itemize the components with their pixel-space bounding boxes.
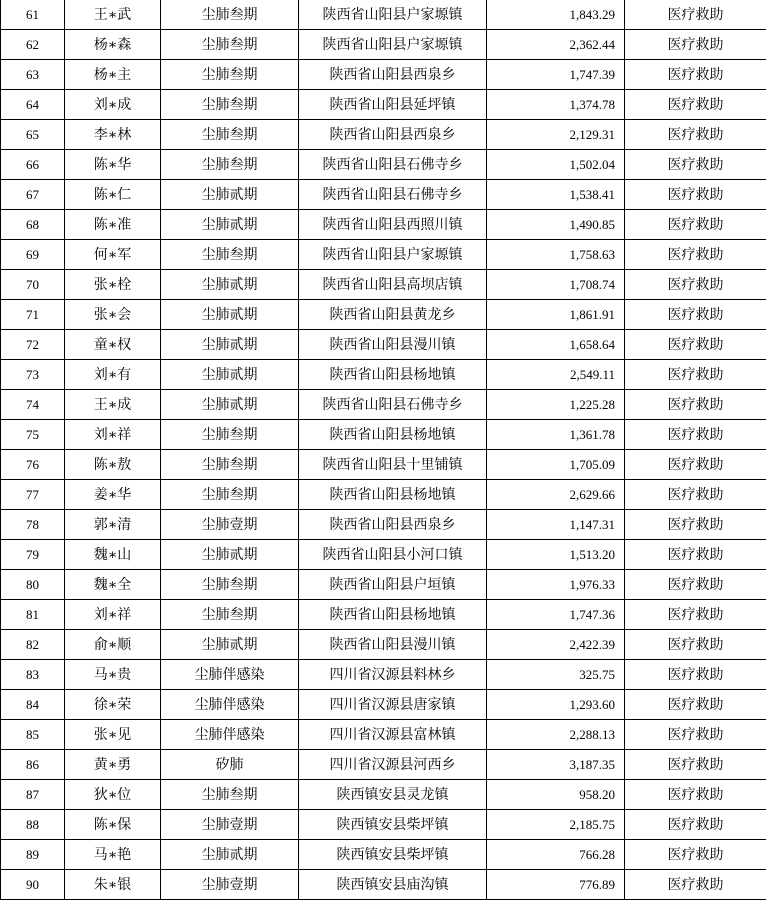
name-cell: 魏∗山 — [65, 540, 161, 570]
address-cell: 陕西省山阳县西泉乡 — [299, 120, 487, 150]
address-cell: 陕西省山阳县西泉乡 — [299, 60, 487, 90]
row-number-cell: 79 — [1, 540, 65, 570]
amount-cell: 1,147.31 — [487, 510, 625, 540]
address-cell: 陕西省山阳县延坪镇 — [299, 90, 487, 120]
aid-type-cell: 医疗救助 — [625, 30, 766, 60]
table-row — [1, 690, 766, 720]
diagnosis-cell: 尘肺叁期 — [161, 600, 299, 630]
aid-type-cell: 医疗救助 — [625, 840, 766, 870]
row-number-cell: 66 — [1, 150, 65, 180]
amount-cell: 2,288.13 — [487, 720, 625, 750]
name-cell: 黄∗勇 — [65, 750, 161, 780]
table-row — [1, 390, 766, 420]
amount-cell: 1,747.39 — [487, 60, 625, 90]
amount-cell: 958.20 — [487, 780, 625, 810]
aid-type-cell: 医疗救助 — [625, 360, 766, 390]
aid-type-cell: 医疗救助 — [625, 210, 766, 240]
row-number-cell: 70 — [1, 270, 65, 300]
diagnosis-cell: 尘肺叁期 — [161, 30, 299, 60]
amount-cell: 2,185.75 — [487, 810, 625, 840]
name-cell: 李∗林 — [65, 120, 161, 150]
address-cell: 陕西省山阳县石佛寺乡 — [299, 180, 487, 210]
name-cell: 童∗权 — [65, 330, 161, 360]
amount-cell: 2,549.11 — [487, 360, 625, 390]
table-row — [1, 0, 766, 30]
name-cell: 朱∗银 — [65, 870, 161, 900]
amount-cell: 1,843.29 — [487, 0, 625, 30]
aid-type-cell: 医疗救助 — [625, 300, 766, 330]
row-number-cell: 71 — [1, 300, 65, 330]
row-number-cell: 72 — [1, 330, 65, 360]
name-cell: 刘∗成 — [65, 90, 161, 120]
aid-type-cell: 医疗救助 — [625, 270, 766, 300]
name-cell: 刘∗有 — [65, 360, 161, 390]
aid-type-cell: 医疗救助 — [625, 780, 766, 810]
address-cell: 陕西省山阳县西照川镇 — [299, 210, 487, 240]
address-cell: 陕西镇安县灵龙镇 — [299, 780, 487, 810]
row-number-cell: 61 — [1, 0, 65, 30]
aid-type-cell: 医疗救助 — [625, 660, 766, 690]
name-cell: 陈∗仁 — [65, 180, 161, 210]
aid-type-cell: 医疗救助 — [625, 630, 766, 660]
table-row — [1, 30, 766, 60]
aid-type-cell: 医疗救助 — [625, 600, 766, 630]
table-row — [1, 810, 766, 840]
amount-cell: 1,361.78 — [487, 420, 625, 450]
table-row — [1, 330, 766, 360]
address-cell: 陕西省山阳县西泉乡 — [299, 510, 487, 540]
address-cell: 陕西省山阳县石佛寺乡 — [299, 390, 487, 420]
address-cell: 四川省汉源县富林镇 — [299, 720, 487, 750]
aid-type-cell: 医疗救助 — [625, 180, 766, 210]
row-number-cell: 89 — [1, 840, 65, 870]
row-number-cell: 78 — [1, 510, 65, 540]
diagnosis-cell: 尘肺贰期 — [161, 300, 299, 330]
table-body — [1, 0, 766, 900]
address-cell: 四川省汉源县唐家镇 — [299, 690, 487, 720]
amount-cell: 2,362.44 — [487, 30, 625, 60]
table-row — [1, 570, 766, 600]
row-number-cell: 80 — [1, 570, 65, 600]
name-cell: 陈∗保 — [65, 810, 161, 840]
diagnosis-cell: 尘肺贰期 — [161, 330, 299, 360]
diagnosis-cell: 尘肺叁期 — [161, 570, 299, 600]
name-cell: 陈∗华 — [65, 150, 161, 180]
diagnosis-cell: 尘肺贰期 — [161, 630, 299, 660]
address-cell: 陕西省山阳县户家塬镇 — [299, 240, 487, 270]
address-cell: 陕西省山阳县黄龙乡 — [299, 300, 487, 330]
aid-type-cell: 医疗救助 — [625, 750, 766, 780]
name-cell: 杨∗森 — [65, 30, 161, 60]
aid-type-cell: 医疗救助 — [625, 60, 766, 90]
table-row — [1, 870, 766, 900]
amount-cell: 1,747.36 — [487, 600, 625, 630]
diagnosis-cell: 尘肺叁期 — [161, 420, 299, 450]
address-cell: 陕西省山阳县漫川镇 — [299, 330, 487, 360]
row-number-cell: 75 — [1, 420, 65, 450]
name-cell: 刘∗祥 — [65, 600, 161, 630]
aid-type-cell: 医疗救助 — [625, 90, 766, 120]
address-cell: 陕西省山阳县户家塬镇 — [299, 0, 487, 30]
diagnosis-cell: 尘肺叁期 — [161, 0, 299, 30]
aid-type-cell: 医疗救助 — [625, 420, 766, 450]
aid-type-cell: 医疗救助 — [625, 480, 766, 510]
table-row — [1, 270, 766, 300]
amount-cell: 766.28 — [487, 840, 625, 870]
diagnosis-cell: 尘肺伴感染 — [161, 660, 299, 690]
row-number-cell: 67 — [1, 180, 65, 210]
amount-cell: 1,374.78 — [487, 90, 625, 120]
table-row — [1, 630, 766, 660]
diagnosis-cell: 尘肺叁期 — [161, 120, 299, 150]
diagnosis-cell: 尘肺贰期 — [161, 180, 299, 210]
diagnosis-cell: 尘肺叁期 — [161, 60, 299, 90]
table-row — [1, 780, 766, 810]
table-row — [1, 510, 766, 540]
diagnosis-cell: 尘肺叁期 — [161, 480, 299, 510]
diagnosis-cell: 尘肺贰期 — [161, 210, 299, 240]
table-row — [1, 240, 766, 270]
aid-type-cell: 医疗救助 — [625, 450, 766, 480]
diagnosis-cell: 尘肺叁期 — [161, 240, 299, 270]
table-row — [1, 180, 766, 210]
row-number-cell: 73 — [1, 360, 65, 390]
address-cell: 陕西省山阳县十里铺镇 — [299, 450, 487, 480]
name-cell: 张∗见 — [65, 720, 161, 750]
table-row — [1, 720, 766, 750]
address-cell: 陕西镇安县柴坪镇 — [299, 810, 487, 840]
aid-type-cell: 医疗救助 — [625, 690, 766, 720]
name-cell: 陈∗敖 — [65, 450, 161, 480]
name-cell: 魏∗全 — [65, 570, 161, 600]
diagnosis-cell: 尘肺壹期 — [161, 870, 299, 900]
table-row — [1, 150, 766, 180]
address-cell: 陕西镇安县庙沟镇 — [299, 870, 487, 900]
aid-type-cell: 医疗救助 — [625, 120, 766, 150]
name-cell: 杨∗主 — [65, 60, 161, 90]
aid-type-cell: 医疗救助 — [625, 540, 766, 570]
row-number-cell: 84 — [1, 690, 65, 720]
table-row — [1, 360, 766, 390]
table-row — [1, 60, 766, 90]
name-cell: 王∗武 — [65, 0, 161, 30]
aid-type-cell: 医疗救助 — [625, 150, 766, 180]
aid-type-cell: 医疗救助 — [625, 510, 766, 540]
amount-cell: 2,629.66 — [487, 480, 625, 510]
aid-type-cell: 医疗救助 — [625, 570, 766, 600]
amount-cell: 1,861.91 — [487, 300, 625, 330]
table-row — [1, 540, 766, 570]
diagnosis-cell: 尘肺贰期 — [161, 270, 299, 300]
address-cell: 陕西省山阳县杨地镇 — [299, 420, 487, 450]
aid-type-cell: 医疗救助 — [625, 870, 766, 900]
name-cell: 张∗会 — [65, 300, 161, 330]
table-row — [1, 120, 766, 150]
amount-cell: 1,225.28 — [487, 390, 625, 420]
table-row — [1, 480, 766, 510]
address-cell: 陕西省山阳县小河口镇 — [299, 540, 487, 570]
address-cell: 陕西省山阳县杨地镇 — [299, 600, 487, 630]
row-number-cell: 77 — [1, 480, 65, 510]
name-cell: 王∗成 — [65, 390, 161, 420]
diagnosis-cell: 尘肺叁期 — [161, 780, 299, 810]
table-row — [1, 750, 766, 780]
table-row — [1, 210, 766, 240]
name-cell: 俞∗顺 — [65, 630, 161, 660]
amount-cell: 3,187.35 — [487, 750, 625, 780]
row-number-cell: 74 — [1, 390, 65, 420]
amount-cell: 1,293.60 — [487, 690, 625, 720]
row-number-cell: 63 — [1, 60, 65, 90]
address-cell: 陕西省山阳县杨地镇 — [299, 480, 487, 510]
amount-cell: 325.75 — [487, 660, 625, 690]
diagnosis-cell: 尘肺壹期 — [161, 810, 299, 840]
amount-cell: 1,708.74 — [487, 270, 625, 300]
amount-cell: 1,513.20 — [487, 540, 625, 570]
address-cell: 四川省汉源县河西乡 — [299, 750, 487, 780]
diagnosis-cell: 矽肺 — [161, 750, 299, 780]
aid-type-cell: 医疗救助 — [625, 330, 766, 360]
diagnosis-cell: 尘肺伴感染 — [161, 720, 299, 750]
row-number-cell: 87 — [1, 780, 65, 810]
amount-cell: 1,758.63 — [487, 240, 625, 270]
table-row — [1, 450, 766, 480]
row-number-cell: 76 — [1, 450, 65, 480]
address-cell: 陕西省山阳县漫川镇 — [299, 630, 487, 660]
name-cell: 何∗军 — [65, 240, 161, 270]
amount-cell: 1,538.41 — [487, 180, 625, 210]
name-cell: 姜∗华 — [65, 480, 161, 510]
diagnosis-cell: 尘肺贰期 — [161, 390, 299, 420]
name-cell: 刘∗祥 — [65, 420, 161, 450]
table-row — [1, 420, 766, 450]
address-cell: 陕西省山阳县石佛寺乡 — [299, 150, 487, 180]
aid-type-cell: 医疗救助 — [625, 720, 766, 750]
table-row — [1, 660, 766, 690]
address-cell: 陕西省山阳县户垣镇 — [299, 570, 487, 600]
diagnosis-cell: 尘肺叁期 — [161, 90, 299, 120]
table-row — [1, 90, 766, 120]
name-cell: 徐∗荣 — [65, 690, 161, 720]
row-number-cell: 90 — [1, 870, 65, 900]
row-number-cell: 64 — [1, 90, 65, 120]
address-cell: 陕西镇安县柴坪镇 — [299, 840, 487, 870]
row-number-cell: 62 — [1, 30, 65, 60]
diagnosis-cell: 尘肺贰期 — [161, 840, 299, 870]
address-cell: 四川省汉源县料林乡 — [299, 660, 487, 690]
row-number-cell: 82 — [1, 630, 65, 660]
row-number-cell: 65 — [1, 120, 65, 150]
diagnosis-cell: 尘肺叁期 — [161, 450, 299, 480]
row-number-cell: 68 — [1, 210, 65, 240]
amount-cell: 1,658.64 — [487, 330, 625, 360]
amount-cell: 1,976.33 — [487, 570, 625, 600]
name-cell: 陈∗准 — [65, 210, 161, 240]
amount-cell: 1,502.04 — [487, 150, 625, 180]
aid-type-cell: 医疗救助 — [625, 810, 766, 840]
name-cell: 郭∗清 — [65, 510, 161, 540]
amount-cell: 1,705.09 — [487, 450, 625, 480]
name-cell: 张∗栓 — [65, 270, 161, 300]
table-row — [1, 300, 766, 330]
diagnosis-cell: 尘肺贰期 — [161, 540, 299, 570]
diagnosis-cell: 尘肺伴感染 — [161, 690, 299, 720]
amount-cell: 1,490.85 — [487, 210, 625, 240]
aid-type-cell: 医疗救助 — [625, 0, 766, 30]
row-number-cell: 85 — [1, 720, 65, 750]
row-number-cell: 88 — [1, 810, 65, 840]
amount-cell: 776.89 — [487, 870, 625, 900]
row-number-cell: 86 — [1, 750, 65, 780]
table-row — [1, 600, 766, 630]
name-cell: 狄∗位 — [65, 780, 161, 810]
amount-cell: 2,422.39 — [487, 630, 625, 660]
row-number-cell: 83 — [1, 660, 65, 690]
table-row — [1, 840, 766, 870]
aid-type-cell: 医疗救助 — [625, 390, 766, 420]
amount-cell: 2,129.31 — [487, 120, 625, 150]
address-cell: 陕西省山阳县高坝店镇 — [299, 270, 487, 300]
row-number-cell: 69 — [1, 240, 65, 270]
diagnosis-cell: 尘肺贰期 — [161, 360, 299, 390]
diagnosis-cell: 尘肺叁期 — [161, 150, 299, 180]
address-cell: 陕西省山阳县杨地镇 — [299, 360, 487, 390]
name-cell: 马∗贵 — [65, 660, 161, 690]
diagnosis-cell: 尘肺壹期 — [161, 510, 299, 540]
aid-type-cell: 医疗救助 — [625, 240, 766, 270]
address-cell: 陕西省山阳县户家塬镇 — [299, 30, 487, 60]
name-cell: 马∗艳 — [65, 840, 161, 870]
row-number-cell: 81 — [1, 600, 65, 630]
